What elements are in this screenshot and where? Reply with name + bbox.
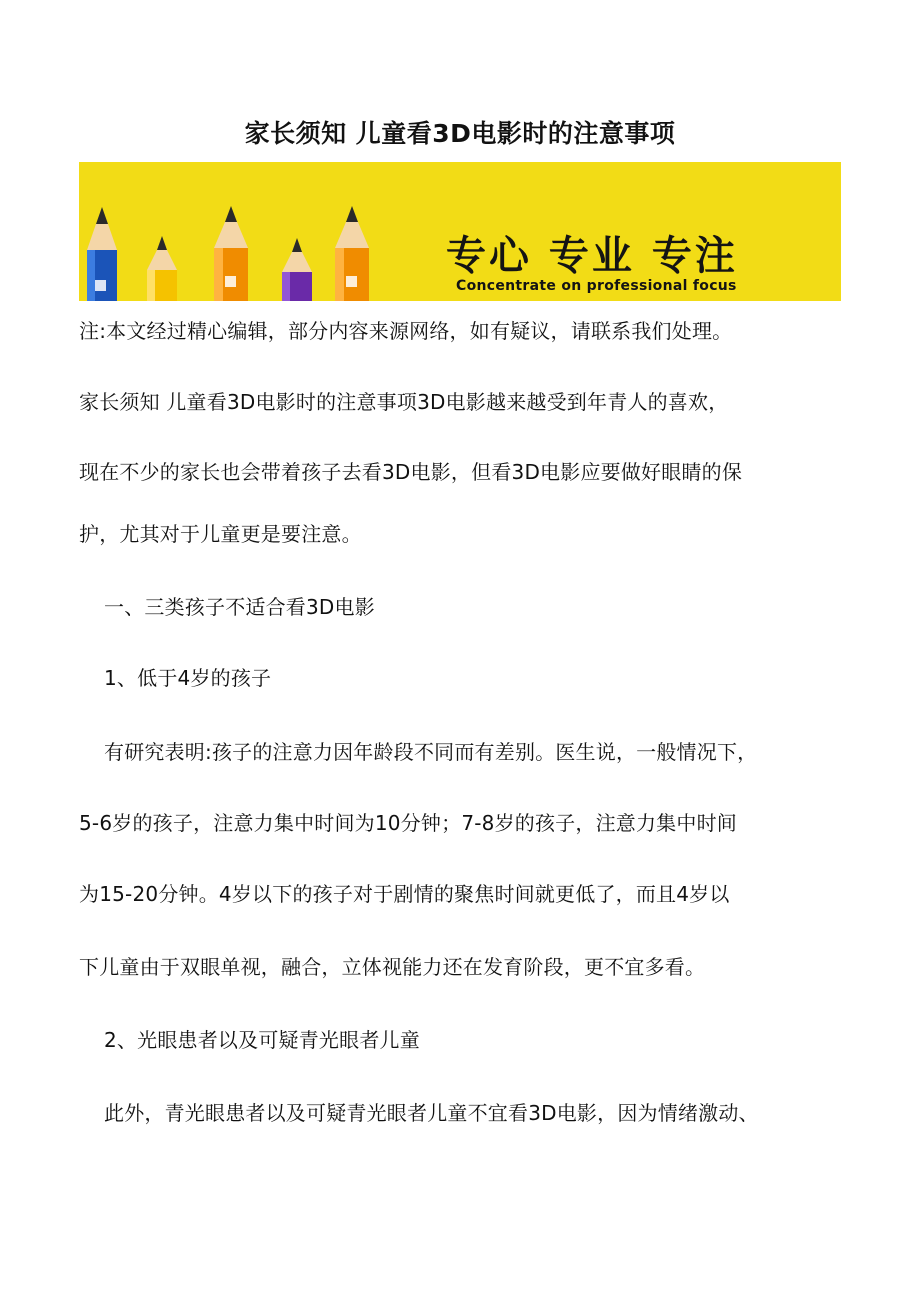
body-paragraph-line: 家长须知 儿童看3D电影时的注意事项3D电影越来越受到年青人的喜欢， xyxy=(79,390,729,414)
page-title: 家长须知 儿童看3D电影时的注意事项 xyxy=(244,119,676,148)
banner-image xyxy=(79,162,841,301)
section-heading: 一、三类孩子不适合看3D电影 xyxy=(104,595,375,619)
body-paragraph-line: 护，尤其对于儿童更是要注意。 xyxy=(79,522,362,546)
banner-slogan: 专心 专业 专注 xyxy=(446,233,738,279)
pencil-icon xyxy=(214,206,248,301)
subsection-heading: 2、光眼患者以及可疑青光眼者儿童 xyxy=(104,1028,420,1052)
body-paragraph-line: 现在不少的家长也会带着孩子去看3D电影，但看3D电影应要做好眼睛的保 xyxy=(79,460,743,484)
body-paragraph-line: 为15-20分钟。4岁以下的孩子对于剧情的聚焦时间就更低了，而且4岁以 xyxy=(79,882,730,906)
pencil-icon xyxy=(87,207,117,301)
pencil-icon xyxy=(147,236,177,301)
body-paragraph-line: 5-6岁的孩子，注意力集中时间为10分钟；7-8岁的孩子，注意力集中时间 xyxy=(79,811,737,835)
banner-tagline: Concentrate on professional focus xyxy=(456,278,737,294)
body-paragraph-line: 下儿童由于双眼单视，融合，立体视能力还在发育阶段，更不宜多看。 xyxy=(79,955,706,979)
subsection-heading: 1、低于4岁的孩子 xyxy=(104,666,272,690)
pencil-icon xyxy=(282,238,312,301)
body-paragraph-line: 此外，青光眼患者以及可疑青光眼者儿童不宜看3D电影，因为情绪激动、 xyxy=(104,1101,759,1125)
pencil-icon xyxy=(335,206,369,301)
body-paragraph-line: 有研究表明:孩子的注意力因年龄段不同而有差别。医生说，一般情况下， xyxy=(104,740,758,764)
editor-note: 注:本文经过精心编辑，部分内容来源网络，如有疑议，请联系我们处理。 xyxy=(79,319,733,343)
